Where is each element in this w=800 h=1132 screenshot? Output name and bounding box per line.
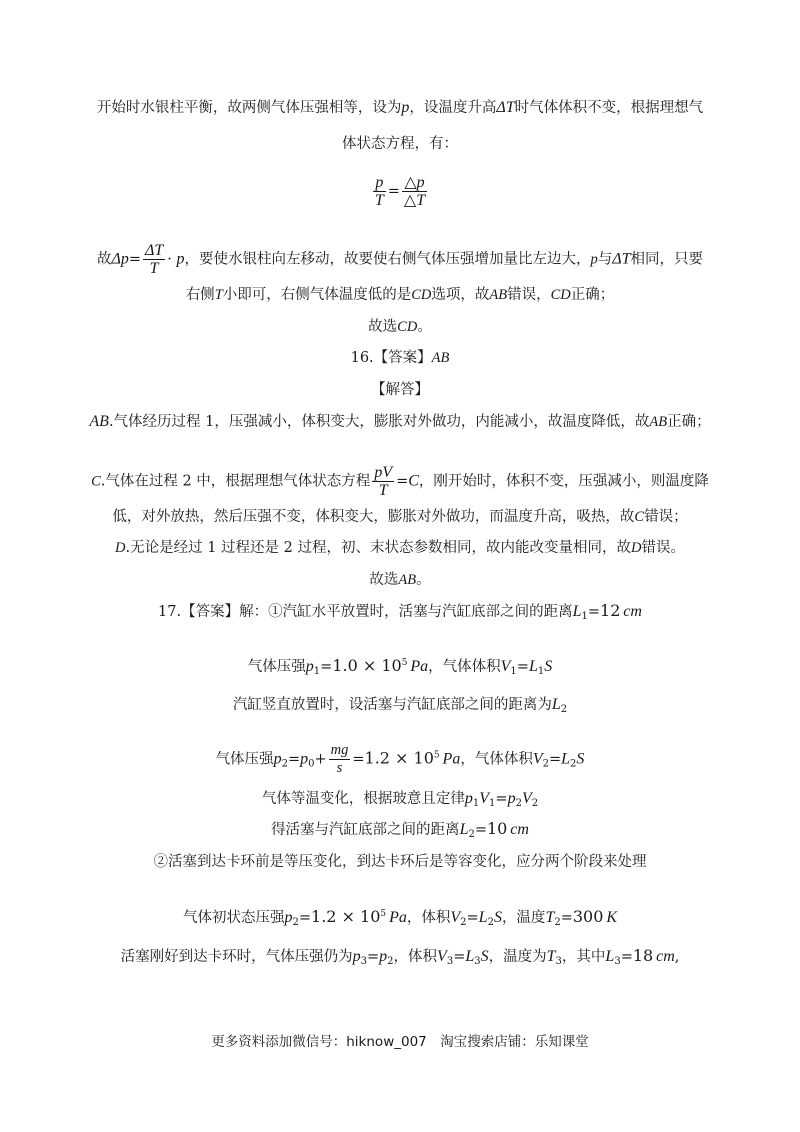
paragraph-line-2: 体状态方程，有： <box>342 136 458 152</box>
question-16-selection: 故选AB。 <box>369 572 431 588</box>
page-footer: 更多资料添加微信号：hiknow_007 淘宝搜索店铺：乐知课堂 <box>211 1034 589 1050</box>
question-16-option-c-cont: 低，对外放热，然后压强不变，体积变大，膨胀对外做功，而温度升高，吸热，故C错误； <box>112 509 688 525</box>
paragraph-line-5: 故选CD。 <box>368 319 432 335</box>
question-16-option-ab: AB.气体经历过程 1，压强减小，体积变大，膨胀对外做功，内能减小，故温度降低，故AB正确； <box>89 413 711 430</box>
question-16-option-d: D.无论是经过 1 过程还是 2 过程，初、末状态参数相同，故内能改变量相同，故D错误。 <box>115 540 685 556</box>
question-16-solution-heading: 【解答】 <box>371 382 429 398</box>
question-17-line-3: 气体压强$p_2=p_0+$ $\frac{mg}{s}$ $=1.2 \times 10^5$ Pa，气体体积$V_2=L_2S$ <box>215 742 585 776</box>
question-17-answer: 17.【答案】解：①汽缸水平放置时，活塞与汽缸底部之间的距离$L_1=12$ cm <box>158 601 642 622</box>
paragraph-line-4: 右侧T小即可，右侧气体温度低的是CD选项，故AB错误，CD正确； <box>185 287 615 303</box>
equation-1: $\frac{p}{T}$ = $\frac{\triangle p}{\triangle T}$ <box>374 174 426 209</box>
paragraph-line-1: 开始时水银柱平衡，故两侧气体压强相等，设为p，设温度升高ΔT时气体体积不变，根据理想气 <box>96 99 704 116</box>
question-17-line-6: ②活塞到达卡环前是等压变化，到达卡环后是等容变化，应分两个阶段来处理 <box>153 854 647 870</box>
paragraph-line-3: 故Δp= $\frac{\Delta T}{T}$ · p，要使水银柱向左移动，故要使右侧气体压强增加量比左边大，p与ΔT相同，只要 <box>96 242 704 277</box>
question-17-line-5: 得活塞与汽缸底部之间的距离$L_2=10$ cm <box>271 819 529 840</box>
question-16-option-c: C.气体在过程 2 中，根据理想气体状态方程 $\frac{pV}{T}$ =C，刚开始时，体积不变，压强减小，则温度降 <box>91 464 709 499</box>
question-17-line-8: 活塞刚好到达卡环时，气体压强仍为$p_3=p_2$，体积$V_3=L_3S$，温度为$T_3$，其中$L_3=18$ cm, <box>120 946 680 967</box>
question-17-line-1: 气体压强$p_1=1.0 \times 10^5$ Pa，气体体积$V_1=L_1S$ <box>247 656 553 677</box>
question-17-line-4: 气体等温变化，根据玻意且定律$p_1V_1=p_2V_2$ <box>261 790 539 809</box>
question-16-answer: 16.【答案】AB <box>350 350 450 366</box>
question-17-line-2: 汽缸竖直放置时，设活塞与汽缸底部之间的距离为$L_2$ <box>232 696 568 715</box>
question-17-line-7: 气体初状态压强$p_2=1.2 \times 10^5$ Pa，体积$V_2=L_2S$，温度$T_2=300$ K <box>183 907 617 928</box>
